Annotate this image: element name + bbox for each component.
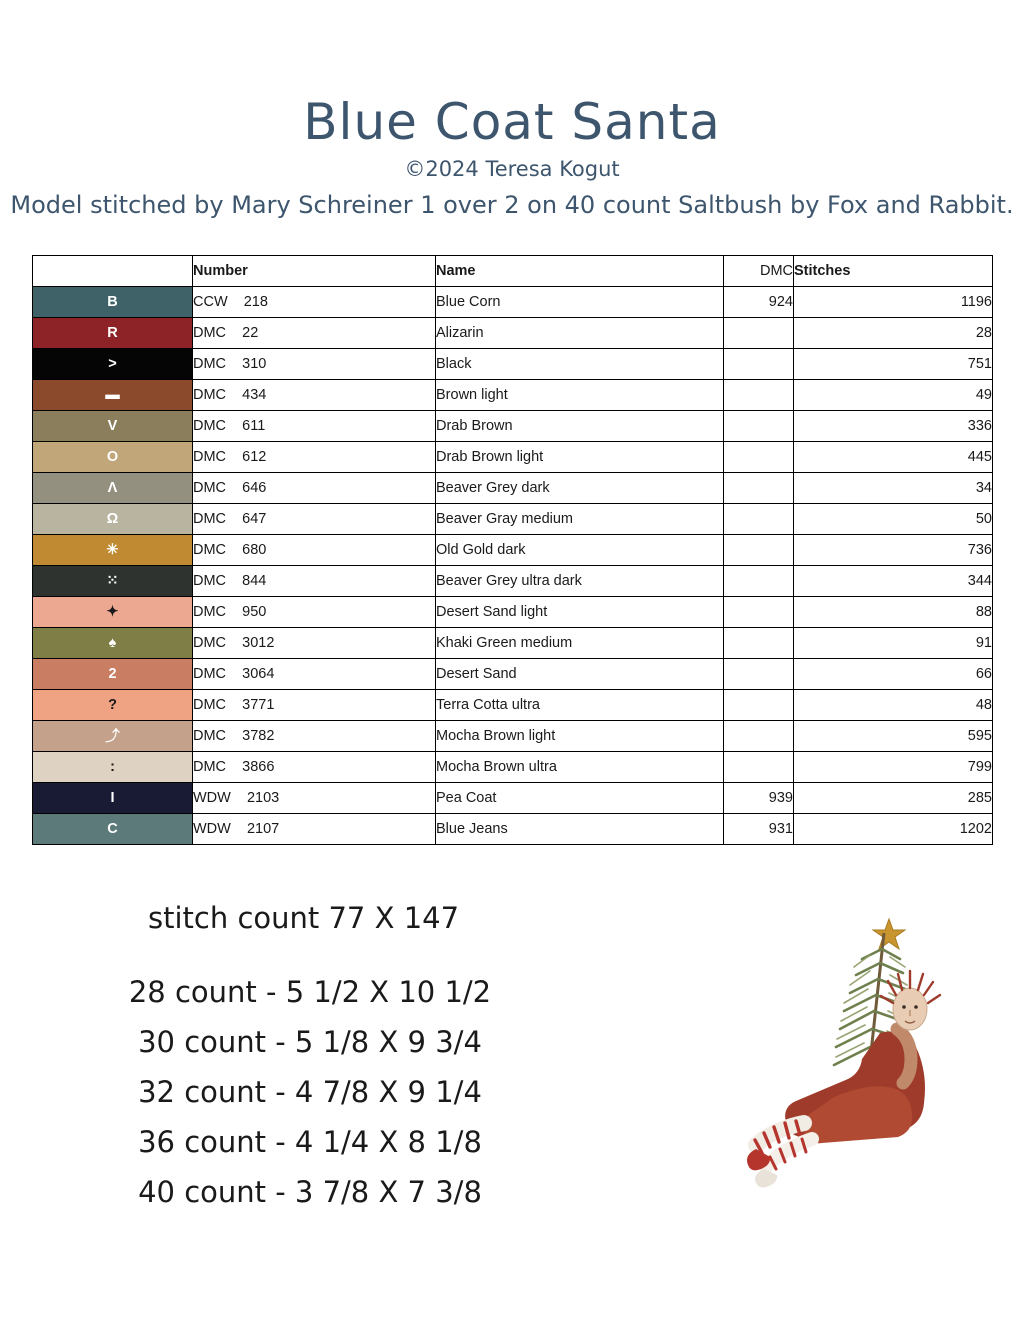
floss-name: Desert Sand [436,658,724,689]
floss-name: Drab Brown [436,410,724,441]
dmc-equivalent: 924 [724,286,794,317]
floss-number: DMC 611 [193,410,436,441]
floss-number: CCW 218 [193,286,436,317]
floss-number: DMC 950 [193,596,436,627]
stitch-count-value: 751 [794,348,993,379]
stitch-count-value: 88 [794,596,993,627]
color-swatch: ✦ [33,596,193,627]
dmc-equivalent [724,441,794,472]
floss-name: Desert Sand light [436,596,724,627]
stitch-count-value: 28 [794,317,993,348]
floss-table [32,255,993,845]
color-swatch: ✳ [33,534,193,565]
column-header-name: Name [436,255,724,286]
table-row [33,286,993,317]
color-swatch: Λ [33,472,193,503]
color-swatch: ▬ [33,379,193,410]
color-swatch: ? [33,689,193,720]
dmc-equivalent [724,720,794,751]
floss-name: Beaver Grey ultra dark [436,565,724,596]
floss-number: DMC 3782 [193,720,436,751]
color-swatch: R [33,317,193,348]
floss-number: WDW 2107 [193,813,436,844]
dmc-equivalent [724,410,794,441]
color-swatch: O [33,441,193,472]
color-swatch: ♠ [33,627,193,658]
fabric-count-line: 36 count - 4 1/4 X 8 1/8 [138,1124,482,1159]
floss-number: DMC 3866 [193,751,436,782]
floss-number: WDW 2103 [193,782,436,813]
column-header-number: Number [193,255,436,286]
color-swatch: ⁙ [33,565,193,596]
fabric-count-line: 32 count - 4 7/8 X 9 1/4 [138,1074,482,1109]
dmc-equivalent: 931 [724,813,794,844]
dmc-equivalent [724,503,794,534]
floss-name: Mocha Brown light [436,720,724,751]
floss-name: Blue Jeans [436,813,724,844]
fabric-count-line: 30 count - 5 1/8 X 9 3/4 [138,1024,482,1059]
table-row [33,565,993,596]
color-swatch: > [33,348,193,379]
floss-name: Terra Cotta ultra [436,689,724,720]
color-swatch: ⤴ [33,720,193,751]
floss-name: Beaver Grey dark [436,472,724,503]
floss-number: DMC 434 [193,379,436,410]
column-header-dmc: DMC [724,255,794,286]
column-header-symbol [33,255,193,286]
floss-table-body [33,286,993,844]
stitch-count-value: 595 [794,720,993,751]
table-row [33,441,993,472]
fabric-count-line: 40 count - 3 7/8 X 7 3/8 [138,1174,482,1209]
color-swatch: C [33,813,193,844]
table-row [33,720,993,751]
stitch-count-value: 799 [794,751,993,782]
dmc-equivalent [724,751,794,782]
dmc-equivalent [724,596,794,627]
floss-name: Beaver Gray medium [436,503,724,534]
floss-name: Brown light [436,379,724,410]
column-header-stitches: Stitches [794,255,993,286]
document-header [0,0,1024,219]
floss-number: DMC 310 [193,348,436,379]
table-row [33,627,993,658]
color-swatch: 2 [33,658,193,689]
table-row [33,503,993,534]
dmc-equivalent [724,534,794,565]
table-row [33,317,993,348]
table-header-row [33,255,993,286]
page-title: Blue Coat Santa [303,93,721,151]
floss-name: Old Gold dark [436,534,724,565]
floss-number: DMC 647 [193,503,436,534]
floss-name: Pea Coat [436,782,724,813]
stitch-count-value: 344 [794,565,993,596]
floss-name: Mocha Brown ultra [436,751,724,782]
floss-number: DMC 844 [193,565,436,596]
footer-section [0,901,1024,1321]
floss-number: DMC 22 [193,317,436,348]
stitch-count-value: 48 [794,689,993,720]
floss-number: DMC 3064 [193,658,436,689]
table-row [33,348,993,379]
stitch-count-value: 1196 [794,286,993,317]
floss-name: Blue Corn [436,286,724,317]
dmc-equivalent: 939 [724,782,794,813]
stitch-count-value: 91 [794,627,993,658]
color-swatch: I [33,782,193,813]
model-credit-line: Model stitched by Mary Schreiner 1 over 2 on 40 count Saltbush by Fox and Rabbit. [10,190,1014,219]
santa-illustration [684,911,984,1201]
stitch-count-value: 34 [794,472,993,503]
stitch-count-value: 736 [794,534,993,565]
color-swatch: Ω [33,503,193,534]
color-swatch: B [33,286,193,317]
table-row [33,689,993,720]
table-row [33,410,993,441]
fabric-count-line: 28 count - 5 1/2 X 10 1/2 [128,974,492,1009]
dmc-equivalent [724,472,794,503]
stitch-count-value: 285 [794,782,993,813]
stitch-count-value: 50 [794,503,993,534]
color-swatch: V [33,410,193,441]
table-row [33,782,993,813]
table-row [33,658,993,689]
dmc-equivalent [724,348,794,379]
table-row [33,813,993,844]
stitch-count-value: 66 [794,658,993,689]
stitch-count-value: 336 [794,410,993,441]
floss-number: DMC 646 [193,472,436,503]
dmc-equivalent [724,379,794,410]
floss-number: DMC 3771 [193,689,436,720]
dmc-equivalent [724,658,794,689]
floss-table-container [32,255,992,845]
table-row [33,472,993,503]
dmc-equivalent [724,689,794,720]
table-row [33,534,993,565]
dmc-equivalent [724,565,794,596]
stitch-count-value: 1202 [794,813,993,844]
floss-number: DMC 3012 [193,627,436,658]
table-row [33,596,993,627]
copyright-line: ©2024 Teresa Kogut [404,156,620,181]
floss-name: Alizarin [436,317,724,348]
dmc-equivalent [724,627,794,658]
floss-number: DMC 612 [193,441,436,472]
dmc-equivalent [724,317,794,348]
stitch-count-value: 445 [794,441,993,472]
floss-number: DMC 680 [193,534,436,565]
stitch-count-value: 49 [794,379,993,410]
table-row [33,751,993,782]
fabric-count-list [100,975,520,1209]
floss-name: Drab Brown light [436,441,724,472]
table-row [33,379,993,410]
floss-name: Khaki Green medium [436,627,724,658]
color-swatch: : [33,751,193,782]
floss-name: Black [436,348,724,379]
stitch-count-label: stitch count 77 X 147 [148,900,460,935]
